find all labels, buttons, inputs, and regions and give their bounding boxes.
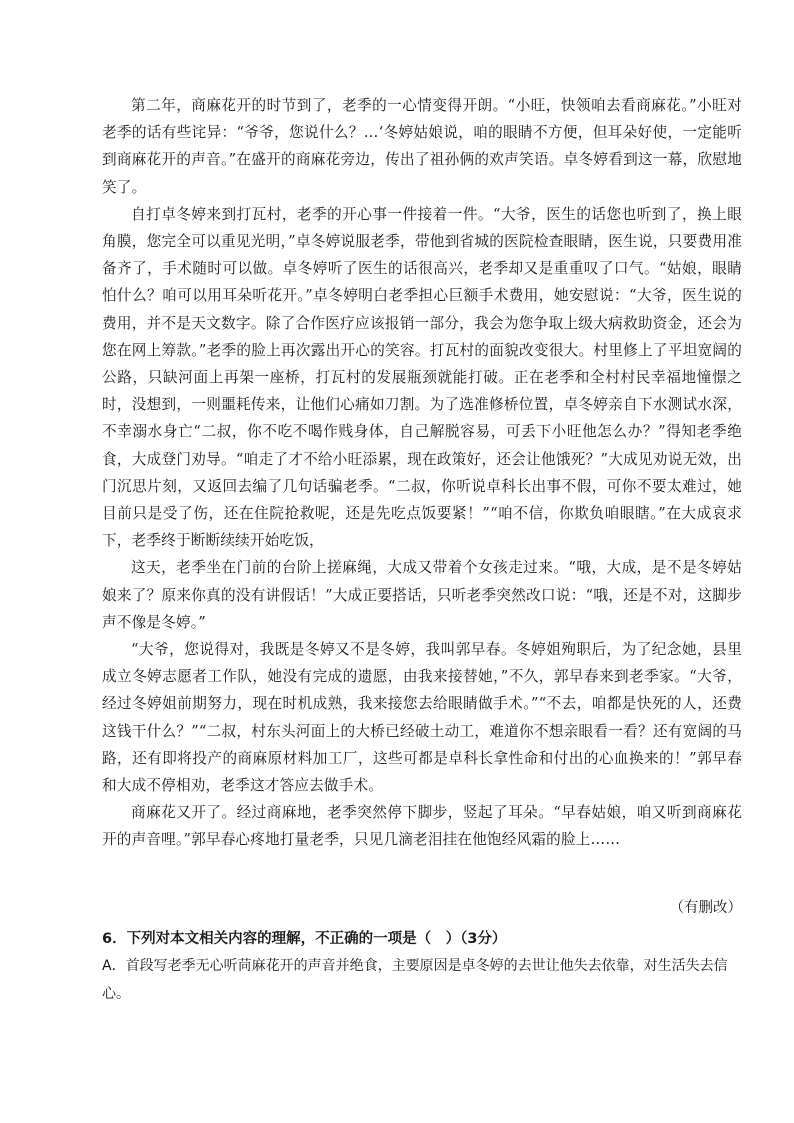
story-paragraph-3: 这天，老季坐在门前的台阶上搓麻绳，大成又带着个女孩走过来。“哦，大成，是不是冬婷姑娘来了？原来你真的没有讲假话！”大成正要搭话，只听老季突然改口说：“哦，还是不对，这脚步声不像是冬婷。” bbox=[102, 559, 742, 631]
story-text bbox=[102, 92, 742, 854]
story-paragraph-1: 第二年，商麻花开的时节到了，老季的一心情变得开朗。“小旺，快领咱去看商麻花。”小旺对老季的话有些诧异：“爷爷，您说什么？…‘冬婷姑娘说，咱的眼睛不方便，但耳朵好使，一定能听到商麻花开的声音。”在盛开的商麻花旁边，传出了祖孙俩的欢声笑语。卓冬婷看到这一幕，欣慰地笑了。 bbox=[102, 97, 742, 196]
source-note: （有删改） bbox=[669, 900, 742, 916]
story-paragraph-2: 自打卓冬婷来到打瓦村，老季的开心事一件接着一件。“大爷，医生的话您也听到了，换上眼角膜，您完全可以重见光明，”卓冬婷说服老季，带他到省城的医院检查眼睛，医生说，只要费用准备齐了，手术随时可以做。卓冬婷听了医生的话很高兴，老季却又是重重叹了口气。“姑娘，眼睛怕什么？咱可以用耳朵听花开。”卓冬婷明白老季担心巨额手术费用，她安慰说：“大爷，医生说的费用，并不是天文数字。除了合作医疗应该报销一部分，我会为您争取上级大病救助资金，还会为您在网上筹款。”老季的脸上再次露出开心的笑容。打瓦村的面貌改变很大。村里修上了平坦宽阔的公路，只缺河面上再架一座桥，打瓦村的发展瓶颈就能打破。正在老季和全村村民幸福地憧憬之时，没想到，一则噩耗传来，让他们心痛如刀割。为了选准修桥位置，卓冬婷亲自下水测试水深，不幸溺水身亡“二叔，你不吃不喝作贱身体，自己解脱容易，可丢下小旺他怎么办？”得知老季绝食，大成登门劝导。“咱走了才不给小旺添累，现在政策好，还会让他饿死？”大成见劝说无效，出门沉思片刻，又返回去编了几句话骗老季。“二叔，你听说卓科长出事不假，可你不要太难过，她目前只是受了伤，还在住院抢救呢，还是先吃点饭要紧！”“咱不信，你欺负咱眼瞎。”在大成哀求下，老季终于断断续续开始吃饭， bbox=[102, 205, 742, 550]
question-title: 6．下列对本文相关内容的理解，不正确的一项是（ ）（3分） bbox=[102, 931, 507, 947]
story-paragraph-5: 商麻花又开了。经过商麻地，老季突然停下脚步，竖起了耳朵。“早春姑娘，咱又听到商麻花开的声音哩。”郭早春心疼地打量老季，只见几滴老泪挂在他饱经风霜的脸上…… bbox=[102, 804, 742, 849]
story-paragraph-4: “大爷，您说得对，我既是冬婷又不是冬婷，我叫郭早春。冬婷姐殉职后，为了纪念她，县里成立冬婷志愿者工作队，她没有完成的遗愿，由我来接替她，”不久，郭早春来到老季家。“大爷，经过冬婷姐前期努力，现在时机成熟，我来接您去给眼睛做手术。”“不去，咱都是快死的人，还费这钱干什么？”“二叔，村东头河面上的大桥已经破土动工，难道你不想亲眼看一看？还有宽阔的马路，还有即将投产的商麻原材料加工厂，这些可都是卓科长拿性命和付出的心血换来的！”郭早春和大成不停相劝，老季这才答应去做手术。 bbox=[102, 641, 742, 795]
question-6 bbox=[102, 926, 742, 1008]
question-option-a: A．首段写老季无心听苘麻花开的声音并绝食，主要原因是卓冬婷的去世让他失去依靠，对生活失去信心。 bbox=[102, 958, 728, 1002]
